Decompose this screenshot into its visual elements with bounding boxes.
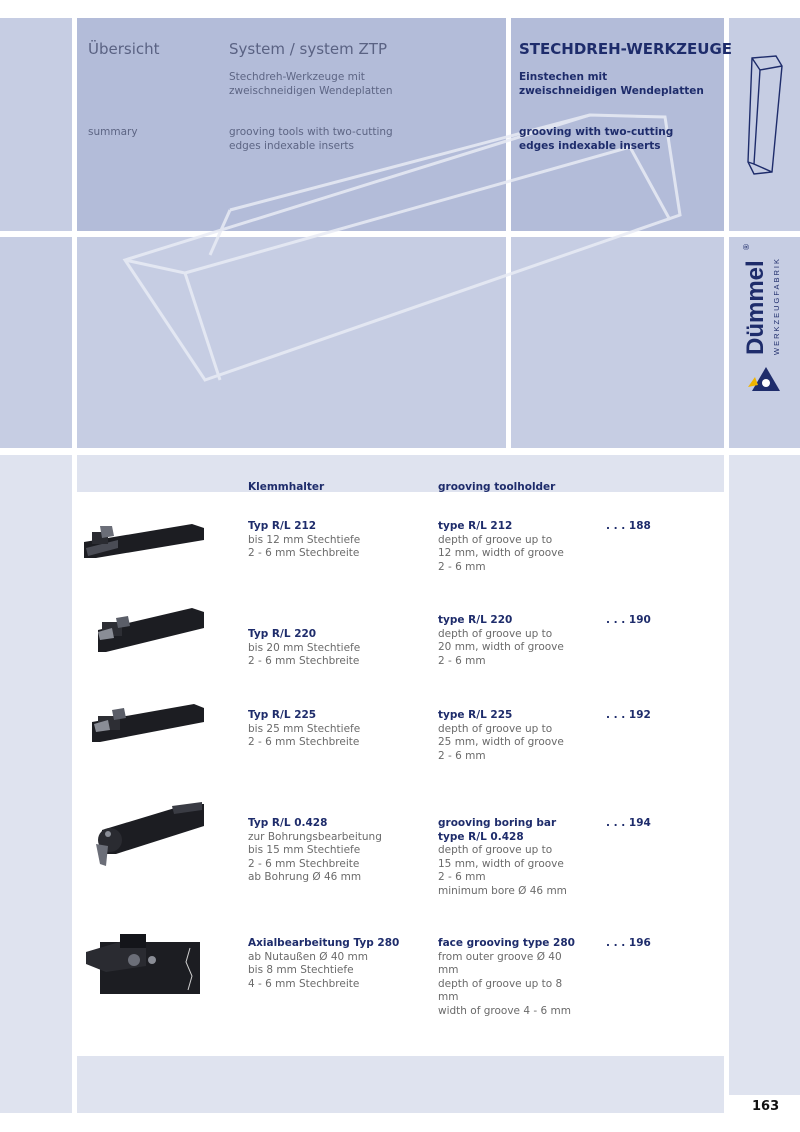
system-desc-de-2: zweischneidigen Wendeplatten bbox=[229, 85, 393, 97]
toolholder-212-image bbox=[82, 518, 207, 563]
row-0428-page-ref[interactable]: . . . 194 bbox=[606, 817, 651, 829]
row-212-de: Typ R/L 212 bis 12 mm Stechtiefe 2 - 6 mm Stechbreite bbox=[248, 520, 361, 559]
row-220-de: Typ R/L 220 bis 20 mm Stechtiefe 2 - 6 mm Stechbreite bbox=[248, 628, 361, 667]
row-220-en: type R/L 220 depth of groove up to 20 mm, width of groove 2 - 6 mm bbox=[438, 614, 564, 667]
table-header-band bbox=[77, 455, 724, 492]
left-margin-top bbox=[0, 18, 72, 231]
insert-icon bbox=[740, 52, 785, 177]
category-en-2: edges indexable inserts bbox=[519, 140, 661, 152]
toolholder-220-image bbox=[92, 604, 207, 656]
left-margin-mid bbox=[0, 237, 72, 448]
row-0428-en: grooving boring bar type R/L 0.428 depth of groove up to 15 mm, width of groove 2 - 6 mm minimum bore Ø 46 mm bbox=[438, 817, 567, 897]
row-225-de: Typ R/L 225 bis 25 mm Stechtiefe 2 - 6 mm Stechbreite bbox=[248, 709, 361, 748]
category-de-1: Einstechen mit bbox=[519, 71, 608, 83]
row-212-page-ref[interactable]: . . . 188 bbox=[606, 520, 651, 532]
row-280-page-ref[interactable]: . . . 196 bbox=[606, 937, 651, 949]
row-0428-de: Typ R/L 0.428 zur Bohrungsbearbeitung bis 15 mm Stechtiefe 2 - 6 mm Stechbreite ab Bohrung Ø 46 mm bbox=[248, 817, 382, 883]
page-number: 163 bbox=[752, 1099, 780, 1114]
right-margin-bottom bbox=[729, 455, 800, 1095]
brand-subtitle: WERKZEUGFABRIK bbox=[772, 256, 781, 355]
face-grooving-280-image bbox=[86, 930, 202, 1000]
system-desc-en-2: edges indexable inserts bbox=[229, 140, 355, 152]
brand-logo-mark-icon bbox=[746, 363, 786, 397]
footer-band bbox=[77, 1056, 724, 1113]
summary-label: summary bbox=[88, 126, 138, 138]
col-header-de: Klemmhalter bbox=[248, 481, 325, 493]
left-margin-bottom bbox=[0, 455, 72, 1113]
overview-heading: Übersicht bbox=[88, 40, 160, 58]
category-title: STECHDREH-WERKZEUGE bbox=[519, 40, 733, 58]
category-de-2: zweischneidigen Wendeplatten bbox=[519, 85, 704, 97]
category-en-1: grooving with two-cutting bbox=[519, 126, 674, 138]
brand-logo bbox=[742, 245, 792, 405]
system-desc-de-1: Stechdreh-Werkzeuge mit bbox=[229, 71, 365, 83]
boring-bar-0428-image bbox=[92, 800, 207, 872]
brand-name: Dümmel bbox=[742, 260, 769, 355]
row-280-en: face grooving type 280 from outer groove Ø 40 mm depth of groove up to 8 mm width of groove 4 - 6 mm bbox=[438, 937, 575, 1017]
brand-registered-mark: ® bbox=[742, 243, 751, 251]
system-desc-en-1: grooving tools with two-cutting bbox=[229, 126, 393, 138]
row-225-en: type R/L 225 depth of groove up to 25 mm, width of groove 2 - 6 mm bbox=[438, 709, 564, 762]
row-212-en: type R/L 212 depth of groove up to 12 mm, width of groove 2 - 6 mm bbox=[438, 520, 564, 573]
col-header-en: grooving toolholder bbox=[438, 481, 556, 493]
system-title: System / system ZTP bbox=[229, 40, 388, 58]
row-225-page-ref[interactable]: . . . 192 bbox=[606, 709, 651, 721]
row-220-page-ref[interactable]: . . . 190 bbox=[606, 614, 651, 626]
toolholder-225-image bbox=[90, 700, 207, 745]
row-280-de: Axialbearbeitung Typ 280 ab Nutaußen Ø 40 mm bis 8 mm Stechtiefe 4 - 6 mm Stechbreite bbox=[248, 937, 400, 990]
